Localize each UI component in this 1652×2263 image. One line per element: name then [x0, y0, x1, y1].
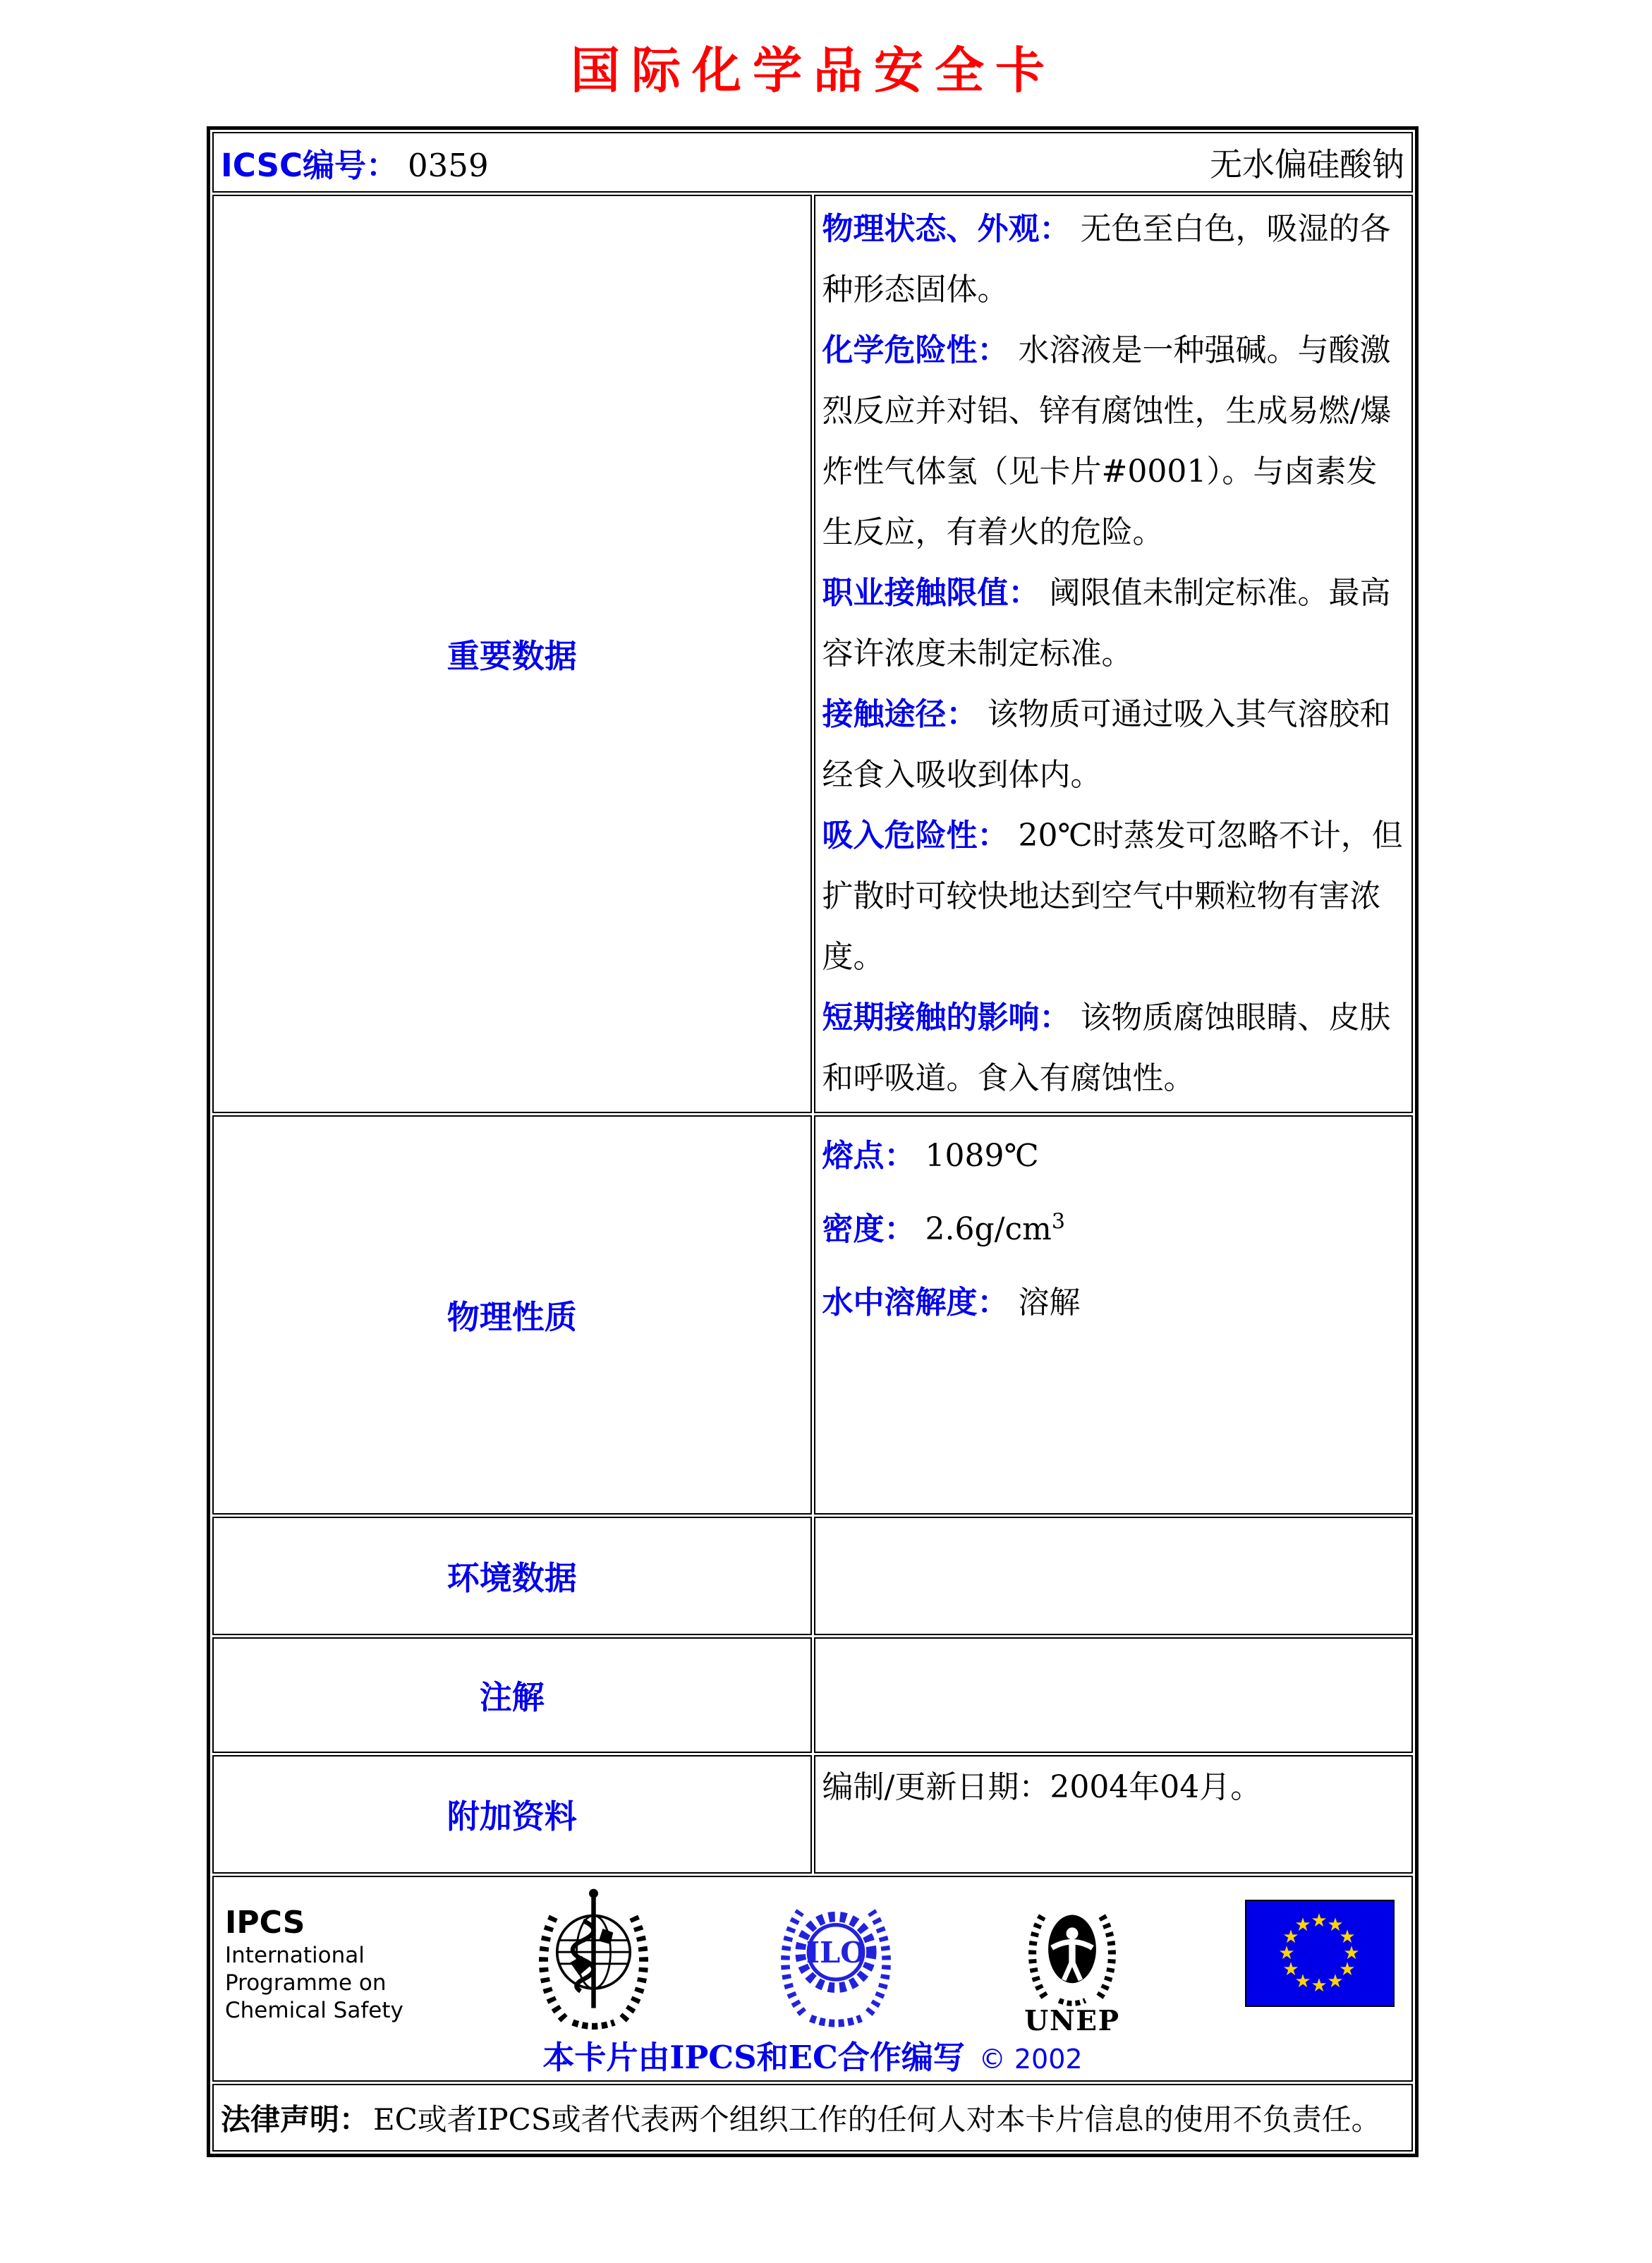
copyright: © 2002 [978, 2044, 1083, 2075]
item-text: 该物质腐蚀眼睛、皮肤和呼吸道。食入有腐蚀性。 [822, 1000, 1391, 1096]
update-date-line [822, 1759, 1405, 1816]
svg-text:★: ★ [1311, 1975, 1328, 1996]
svg-text:★: ★ [1282, 1927, 1299, 1948]
solubility-label: 水中溶解度： [822, 1285, 1009, 1321]
item-label: 职业接触限值： [822, 575, 1040, 611]
credit-part3: 合作编写 [837, 2039, 965, 2076]
row-label-physical-properties: 物理性质 [212, 1115, 812, 1515]
melting-point-value: 1089℃ [925, 1138, 1039, 1174]
additional-info-content [814, 1755, 1414, 1874]
ilo-label: ILO [806, 1934, 866, 1970]
icsc-number-group [221, 140, 489, 186]
svg-text:★: ★ [1294, 1915, 1311, 1936]
density-line [822, 1193, 1405, 1266]
icsc-card [207, 18, 1420, 2157]
item-label: 短期接触的影响： [822, 1000, 1071, 1036]
important-data-content [814, 195, 1414, 1113]
important-item [822, 988, 1405, 1109]
legal-row [212, 2084, 1413, 2152]
svg-text:★: ★ [1311, 1910, 1328, 1931]
density-label: 密度： [822, 1211, 916, 1247]
important-item [822, 684, 1405, 806]
ipcs-name-line: Programme on [225, 1970, 387, 1996]
svg-text:★: ★ [1339, 1927, 1356, 1948]
eu-flag-icon [1245, 1900, 1395, 2010]
ilo-logo-icon [772, 1886, 899, 2033]
credit-org-ec: EC [788, 2039, 838, 2076]
update-date-value: 2004年04月。 [1050, 1769, 1262, 1805]
header-row [212, 132, 1413, 193]
density-sup: 3 [1051, 1209, 1065, 1234]
svg-text:★: ★ [1327, 1971, 1344, 1992]
unep-logo-icon [1012, 1886, 1132, 2038]
row-label-important-data: 重要数据 [212, 195, 812, 1113]
row-label-notes: 注解 [212, 1637, 812, 1753]
credit-org-ipcs: IPCS [669, 2039, 757, 2076]
melting-point-label: 熔点： [822, 1138, 916, 1174]
row-label-environmental-data: 环境数据 [212, 1517, 812, 1635]
important-item [822, 320, 1405, 563]
page-title: 国际化学品安全卡 [571, 42, 1056, 99]
item-label: 化学危险性： [822, 332, 1009, 368]
ipcs-acronym: IPCS [225, 1905, 305, 1941]
item-label: 物理状态、外观： [822, 211, 1071, 247]
legal-label: 法律声明： [221, 2102, 370, 2137]
who-logo-icon [528, 1886, 659, 2033]
update-date-label: 编制/更新日期： [822, 1769, 1050, 1805]
solubility-value: 溶解 [1018, 1285, 1081, 1321]
solubility-line [822, 1266, 1405, 1340]
row-label-additional-info: 附加资料 [212, 1755, 812, 1874]
item-label: 接触途径： [822, 696, 978, 732]
item-label: 吸入危险性： [822, 818, 1009, 854]
icsc-table [207, 126, 1419, 2157]
environmental-data-content [814, 1517, 1414, 1635]
svg-text:★: ★ [1327, 1915, 1344, 1936]
icsc-number-label: ICSC编号： [221, 146, 399, 184]
notes-content [814, 1637, 1414, 1753]
item-text: 阈限值未制定标准。最高容许浓度未制定标准。 [822, 575, 1391, 672]
chemical-name: 无水偏硅酸钠 [1210, 145, 1404, 183]
legal-text: EC或者IPCS或者代表两个组织工作的任何人对本卡片信息的使用不负责任。 [373, 2102, 1381, 2137]
important-item [822, 199, 1405, 320]
svg-text:★: ★ [1282, 1959, 1299, 1980]
credit-part1: 本卡片由 [542, 2039, 670, 2076]
ipcs-name-line: Chemical Safety [225, 1998, 403, 2023]
important-item [822, 806, 1405, 988]
svg-text:★: ★ [1294, 1971, 1311, 1992]
credit-line [221, 2039, 1404, 2077]
unep-label: UNEP [1024, 2005, 1120, 2035]
physical-properties-content [814, 1115, 1414, 1515]
logos-row [221, 1880, 1404, 2038]
item-text: 无色至白色，吸湿的各种形态固体。 [822, 211, 1391, 308]
svg-text:★: ★ [1343, 1943, 1360, 1964]
ipcs-text-block [225, 1904, 415, 2025]
item-text: 水溶液是一种强碱。与酸激烈反应并对铝、锌有腐蚀性，生成易燃/爆炸性气体氢（见卡片#0001）。与卤素发生反应，有着火的危险。 [822, 332, 1392, 550]
icsc-number-value: 0359 [408, 146, 489, 184]
svg-text:★: ★ [1339, 1959, 1356, 1980]
item-text: 该物质可通过吸入其气溶胶和经食入吸收到体内。 [822, 696, 1391, 793]
credit-part2: 和 [756, 2039, 789, 2076]
ipcs-name-line: International [225, 1943, 365, 1968]
density-value: 2.6g/cm [925, 1211, 1052, 1247]
item-text: 20℃时蒸发可忽略不计，但扩散时可较快地达到空气中颗粒物有害浓度。 [822, 818, 1403, 975]
melting-point-line [822, 1120, 1405, 1193]
important-item [822, 563, 1405, 684]
svg-text:★: ★ [1278, 1943, 1295, 1964]
organizations-footer [212, 1876, 1413, 2082]
